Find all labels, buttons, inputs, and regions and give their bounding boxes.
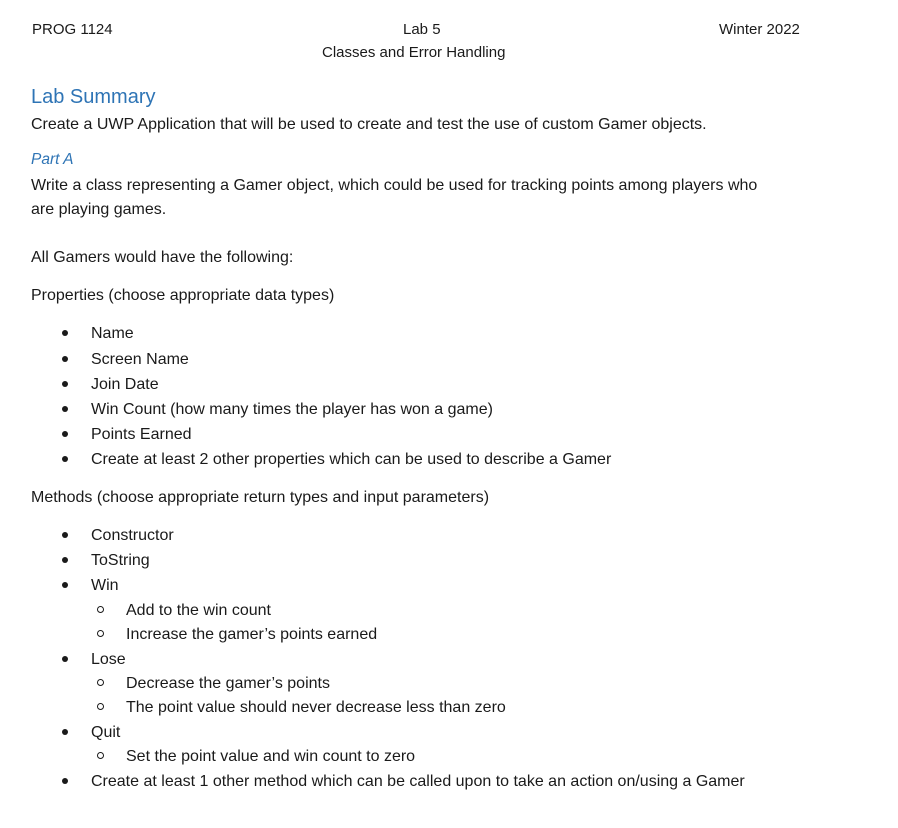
list-item: Win Count (how many times the player has won a game) bbox=[91, 401, 493, 418]
list-item: Name bbox=[91, 325, 134, 342]
list-item: Lose bbox=[91, 651, 126, 668]
list-item: Create at least 1 other method which can be called upon to take an action on/using a Gamer bbox=[91, 773, 745, 790]
bullet-icon bbox=[62, 456, 68, 462]
part-a-heading: Part A bbox=[31, 151, 74, 168]
summary-heading: Lab Summary bbox=[31, 86, 156, 108]
bullet-icon bbox=[62, 656, 68, 662]
bullet-icon bbox=[62, 431, 68, 437]
lab-number: Lab 5 bbox=[403, 21, 441, 38]
bullet-icon bbox=[62, 557, 68, 563]
bullet-icon bbox=[62, 532, 68, 538]
sub-list-item: Add to the win count bbox=[126, 602, 271, 619]
sub-bullet-icon bbox=[97, 752, 104, 759]
sub-list-item: Set the point value and win count to zero bbox=[126, 748, 416, 765]
sub-list-item: The point value should never decrease less than zero bbox=[126, 699, 506, 716]
sub-list-item: Decrease the gamer’s points bbox=[126, 675, 330, 692]
part-a-intro-line-2: are playing games. bbox=[31, 201, 167, 218]
list-item: ToString bbox=[91, 552, 150, 569]
bullet-icon bbox=[62, 356, 68, 362]
sub-bullet-icon bbox=[97, 703, 104, 710]
bullet-icon bbox=[62, 381, 68, 387]
list-item: Create at least 2 other properties which can be used to describe a Gamer bbox=[91, 451, 612, 468]
course-code: PROG 1124 bbox=[32, 21, 113, 38]
list-item: Screen Name bbox=[91, 351, 189, 368]
sub-list-item: Increase the gamer’s points earned bbox=[126, 626, 378, 643]
lab-title: Classes and Error Handling bbox=[322, 44, 506, 61]
sub-bullet-icon bbox=[97, 606, 104, 613]
all-gamers-text: All Gamers would have the following: bbox=[31, 249, 294, 266]
properties-heading: Properties (choose appropriate data types) bbox=[31, 287, 335, 304]
list-item: Constructor bbox=[91, 527, 174, 544]
list-item: Quit bbox=[91, 724, 121, 741]
bullet-icon bbox=[62, 729, 68, 735]
term: Winter 2022 bbox=[719, 21, 800, 38]
sub-bullet-icon bbox=[97, 679, 104, 686]
bullet-icon bbox=[62, 330, 68, 336]
part-a-intro-line-1: Write a class representing a Gamer object, which could be used for tracking points among players who bbox=[31, 177, 758, 194]
methods-heading: Methods (choose appropriate return types and input parameters) bbox=[31, 489, 490, 506]
list-item: Join Date bbox=[91, 376, 159, 393]
list-item: Points Earned bbox=[91, 426, 192, 443]
bullet-icon bbox=[62, 778, 68, 784]
list-item: Win bbox=[91, 577, 119, 594]
summary-text: Create a UWP Application that will be used to create and test the use of custom Gamer objects. bbox=[31, 116, 707, 133]
bullet-icon bbox=[62, 582, 68, 588]
sub-bullet-icon bbox=[97, 630, 104, 637]
bullet-icon bbox=[62, 406, 68, 412]
